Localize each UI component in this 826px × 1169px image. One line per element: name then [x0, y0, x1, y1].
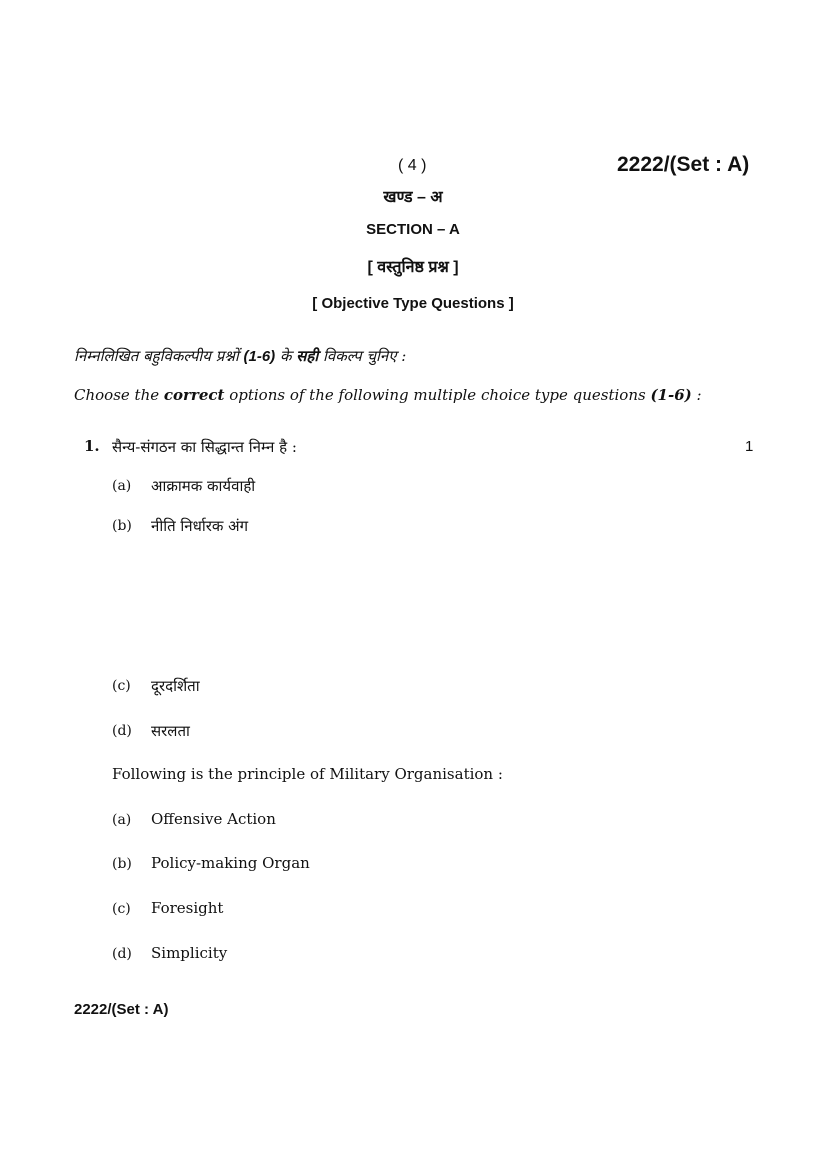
option-text-en-c: Foresight — [151, 899, 224, 917]
question-text-hindi: सैन्य-संगठन का सिद्धान्त निम्न है : — [112, 438, 297, 456]
option-text-en-a: Offensive Action — [151, 810, 276, 828]
instruction-hindi-part3: विकल्प चुनिए : — [318, 347, 407, 365]
option-text-en-d: Simplicity — [151, 944, 228, 962]
option-text-hi-c: दूरदर्शिता — [151, 677, 200, 695]
question-type-english: [ Objective Type Questions ] — [312, 295, 514, 312]
option-text-en-b: Policy-making Organ — [151, 854, 310, 872]
instruction-english-part2: options of the following multiple choice type questions — [224, 386, 651, 404]
question-marks: 1 — [745, 438, 754, 455]
option-label-en-b: (b) — [112, 856, 132, 872]
question-number: 1. — [84, 437, 100, 455]
option-label-en-c: (c) — [112, 901, 131, 917]
option-label-hi-b: (b) — [112, 518, 132, 534]
instruction-english-emphasis: correct — [163, 386, 225, 404]
instruction-hindi-part2: के — [275, 347, 297, 365]
option-text-hi-d: सरलता — [151, 722, 190, 740]
instruction-hindi-part1: निम्नलिखित बहुविकल्पीय प्रश्नों — [74, 347, 244, 365]
option-label-hi-a: (a) — [112, 478, 132, 494]
option-label-hi-d: (d) — [112, 723, 132, 739]
instruction-hindi-range: (1-6) — [243, 348, 276, 365]
instruction-english-range: (1-6) — [650, 386, 692, 404]
option-label-en-a: (a) — [112, 812, 132, 828]
option-label-hi-c: (c) — [112, 678, 131, 694]
section-title-hindi: खण्ड – अ — [383, 189, 443, 206]
instruction-english-part3: : — [691, 386, 702, 404]
question-text-english: Following is the principle of Military Organisation : — [112, 765, 503, 783]
option-text-hi-b: नीति निर्धारक अंग — [151, 517, 249, 535]
option-text-hi-a: आक्रामक कार्यवाही — [151, 477, 256, 495]
set-code-footer: 2222/(Set : A) — [74, 1001, 169, 1018]
instruction-hindi-emphasis: सही — [296, 347, 319, 365]
page-number: ( 4 ) — [398, 157, 427, 174]
instruction-english-part1: Choose the — [74, 386, 164, 404]
instruction-english — [74, 386, 702, 404]
question-type-hindi: [ वस्तुनिष्ठ प्रश्न ] — [367, 259, 459, 276]
option-label-en-d: (d) — [112, 946, 132, 962]
instruction-hindi — [74, 346, 406, 366]
set-code-header: 2222/(Set : A) — [617, 153, 750, 176]
section-title-english: SECTION – A — [366, 221, 460, 238]
